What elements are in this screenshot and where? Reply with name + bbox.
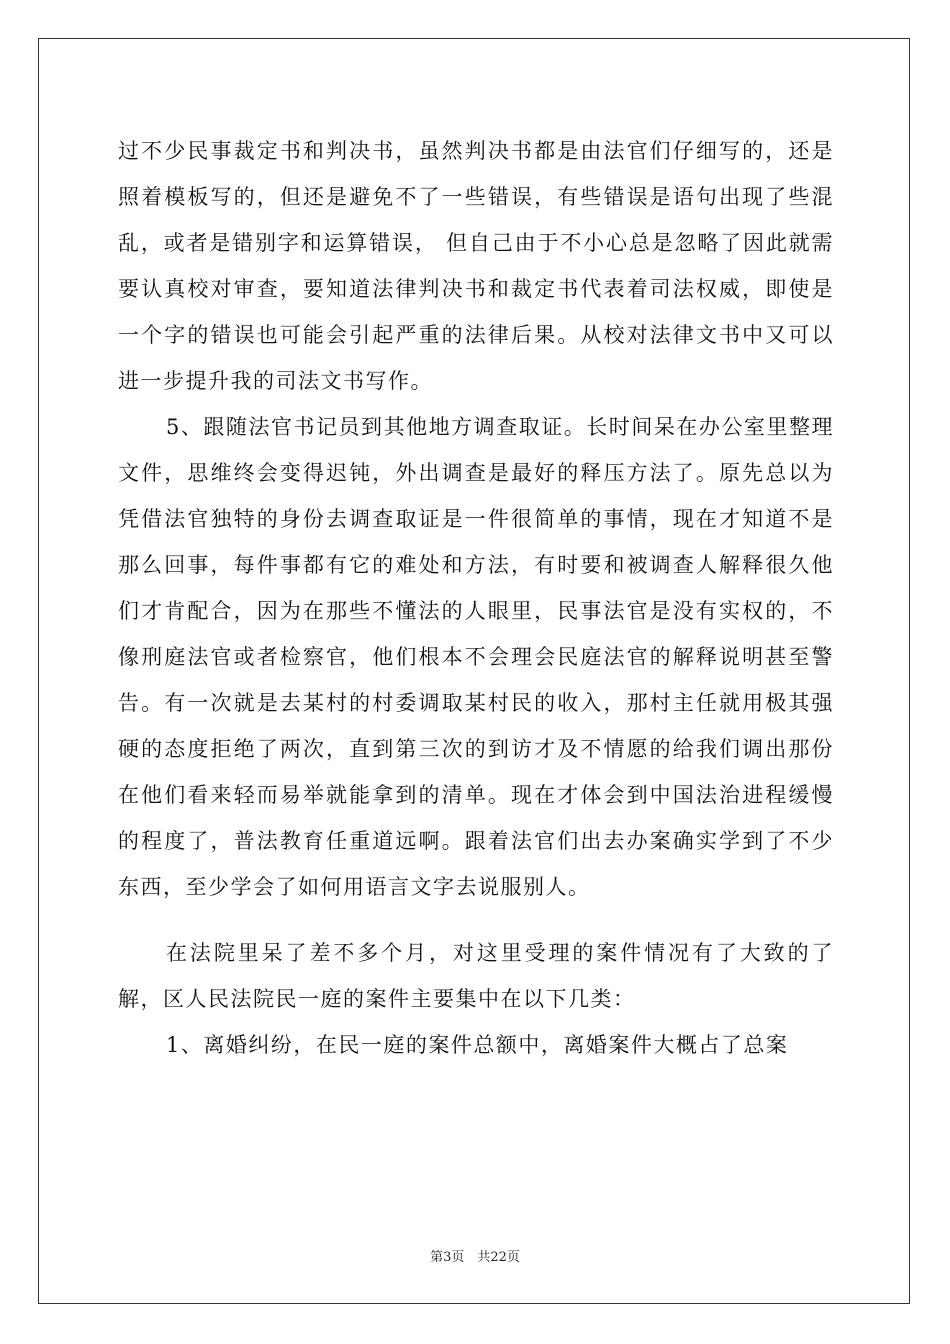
document-body [118, 128, 834, 1068]
paragraph-4: 1、离婚纠纷，在民一庭的案件总额中，离婚案件大概占了总案 [166, 1033, 789, 1057]
paragraph-1: 过不少民事裁定书和判决书，虽然判决书都是由法官们仔细写的，还是照着模板写的，但还是避免不了一些错误，有些错误是语句出现了些混乱，或者是错别字和运算错误， 但自己由于不小心总是忽略了因此就需要认真校对审查，要知道法律判决书和裁定书代表着司法权威，即使是一个字的错误也可能会引起严重的法律后果。从校对法律文书中又可以进一步提升我的司法文书写作。 [118, 139, 834, 393]
paragraph-2: 5、跟随法官书记员到其他地方调查取证。长时间呆在办公室里整理文件，思维终会变得迟钝，外出调查是最好的释压方法了。原先总以为凭借法官独特的身份去调查取证是一件很简单的事情，现在才知道不是那么回事，每件事都有它的难处和方法，有时要和被调查人解释很久他们才肯配合，因为在那些不懂法的人眼里，民事法官是没有实权的，不像刑庭法官或者检察官，他们根本不会理会民庭法官的解释说明甚至警告。有一次就是去某村的村委调取某村民的收入，那村主任就用极其强硬的态度拒绝了两次，直到第三次的到访才及不情愿的给我们调出那份在他们看来轻而易举就能拿到的清单。现在才体会到中国法治进程缓慢的程度了，普法教育任重道远啊。跟着法官们出去办案确实学到了不少东西，至少学会了如何用语言文字去说服别人。 [118, 415, 834, 899]
page-footer: 第3页 共22页 [430, 1250, 520, 1265]
paragraph-3: 在法院里呆了差不多个月，对这里受理的案件情况有了大致的了解，区人民法院民一庭的案件主要集中在以下几类： [118, 941, 834, 1011]
